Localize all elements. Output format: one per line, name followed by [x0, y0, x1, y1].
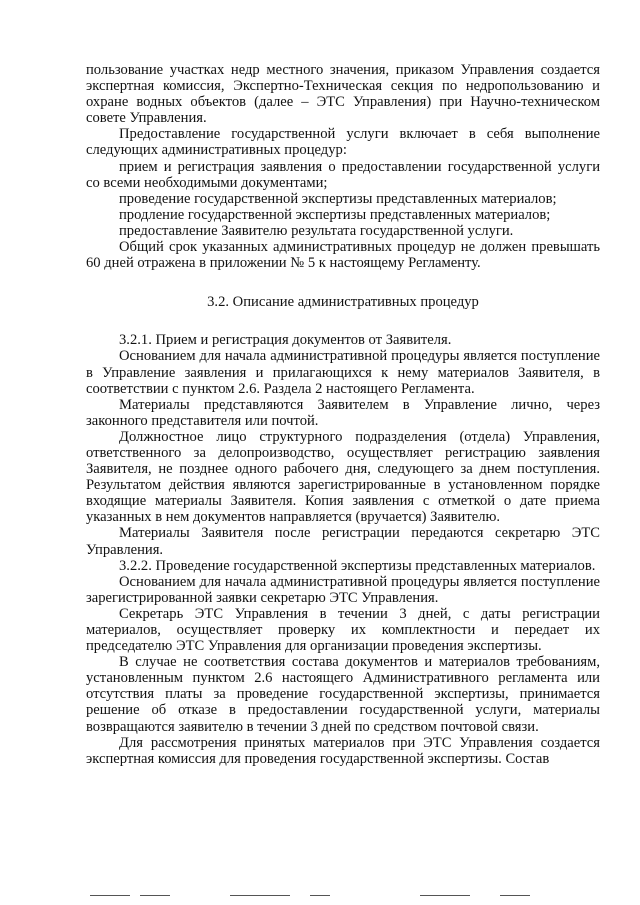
- paragraph: Основанием для начала административной процедуры является поступление зарегистрированной заявки секретарю ЭТС Управления.: [86, 573, 600, 606]
- page-bottom-edge: [0, 893, 640, 899]
- subsection-title: 3.2.2. Проведение государственной экспертизы представленных материалов.: [119, 557, 596, 574]
- subsection-title: 3.2.1. Прием и регистрация документов от Заявителя.: [119, 332, 452, 349]
- paragraph: Секретарь ЭТС Управления в течении 3 дней, с даты регистрации материалов, осуществляет проверку их комплектности и передает их председателю ЭТС Управления для организации проведения экспертизы.: [86, 605, 600, 655]
- paragraph: продление государственной экспертизы представленных материалов;: [119, 206, 551, 223]
- paragraph: проведение государственной экспертизы представленных материалов;: [119, 190, 557, 207]
- paragraph: Материалы представляются Заявителем в Управление лично, через законного представителя или почтой.: [86, 396, 600, 429]
- paragraph: Общий срок указанных административных процедур не должен превышать 60 дней отражена в приложении № 5 к настоящему Регламенту.: [86, 239, 600, 272]
- document-body: [86, 62, 600, 767]
- paragraph: предоставление Заявителю результата государственной услуги.: [119, 222, 514, 239]
- paragraph: В случае не соответствия состава документов и материалов требованиям, установленным пунктом 2.6 настоящего Административного регламента или отсутствия платы за проведение государственной экспертизы, принимается решение об отказе в предоставлении государственной услуги, материалы возвращаются заявителю в течении 3 дней по средством почтовой связи.: [86, 654, 600, 735]
- paragraph: прием и регистрация заявления о предоставлении государственной услуги со всеми необходимыми документами;: [86, 158, 600, 191]
- paragraph: Материалы Заявителя после регистрации передаются секретарю ЭТС Управления.: [86, 525, 600, 558]
- paragraph: Для рассмотрения принятых материалов при ЭТС Управления создается экспертная комиссия для проведения государственной экспертизы. Состав: [86, 734, 600, 767]
- paragraph: Должностное лицо структурного подразделения (отдела) Управления, ответственного за делопроизводство, осуществляет регистрацию заявления Заявителя, не позднее одного рабочего дня, следующего за днем поступления. Результатом действия являются зарегистрированные в установленном порядке входящие материалы Заявителя. Копия заявления с отметкой о дате приема указанных в нем документов направляется (вручается) Заявителю.: [86, 428, 600, 526]
- paragraph: пользование участках недр местного значения, приказом Управления создается экспертная комиссия, Экспертно-Техническая секция по недропользованию и охране водных объектов (далее – ЭТС Управления) при Научно-техническом совете Управления.: [86, 62, 600, 127]
- section-heading: 3.2. Описание административных процедур: [207, 294, 479, 311]
- paragraph: Предоставление государственной услуги включает в себя выполнение следующих административных процедур:: [86, 126, 600, 159]
- paragraph: Основанием для начала административной процедуры является поступление в Управление заявления и прилагающихся к нему материалов Заявителя, в соответствии с пунктом 2.6. Раздела 2 настоящего Регламента.: [86, 348, 600, 397]
